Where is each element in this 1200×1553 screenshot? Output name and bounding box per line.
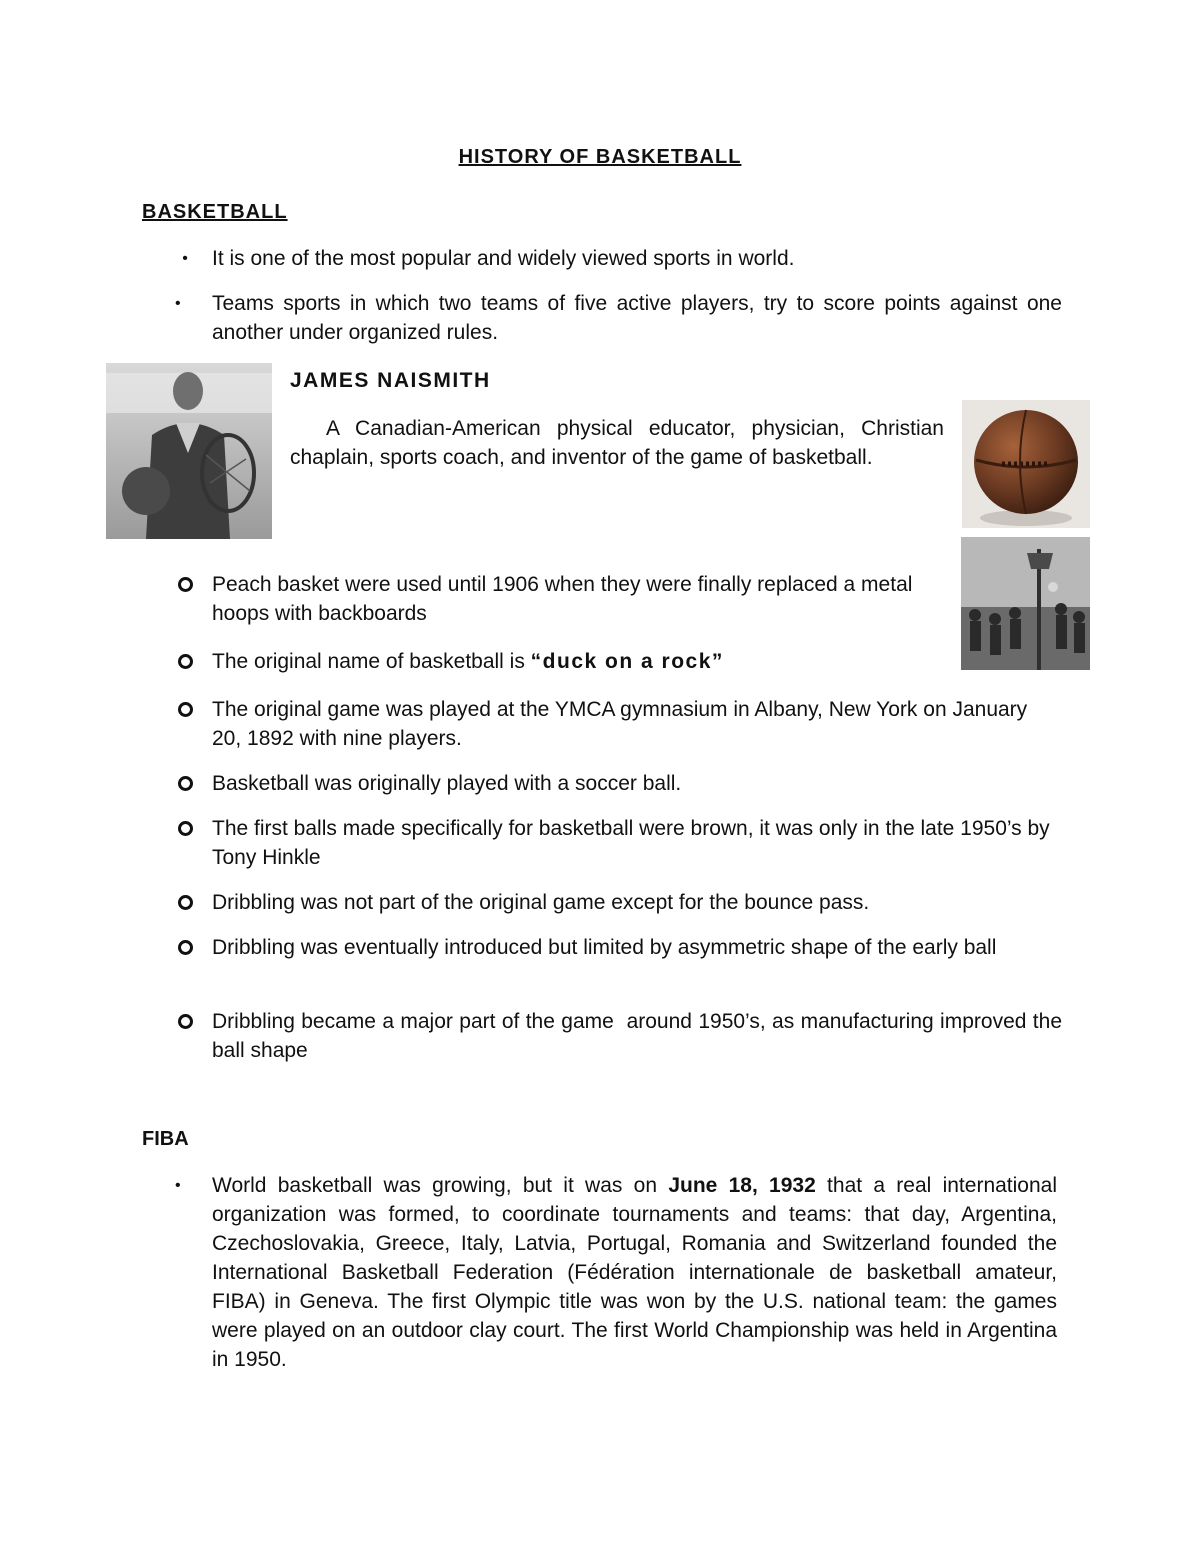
bullet-text: It is one of the most popular and widely viewed sports in world. [212,247,795,270]
hollow-circle-bullet-icon [178,1014,193,1029]
fiba-text-after: that a real international organization was formed, to coordinate tournaments and teams: that day, Argentina, Czechoslovakia, Greece, Italy, Latvia, Portugal, Romania and Switzerland founded the International Basketball Federation (Fédération internationale de basketball amateur, FIBA) in Geneva. The first Olympic title was won by the U.S. national team: the games were played on an outdoor clay court. The first World Championship was held in Argentina in 1950. [212,1174,1058,1371]
hollow-circle-bullet-icon [178,821,193,836]
bullet-text: Teams sports in which two teams of five active players, try to score points against one another under organized rules. [212,292,1062,344]
fact-text: Peach basket were used until 1906 when they were finally replaced a metal hoops with backboards [212,573,913,625]
fact-text: Dribbling was eventually introduced but limited by asymmetric shape of the early ball [212,936,997,959]
hollow-circle-bullet-icon [178,776,193,791]
naismith-heading: JAMES NAISMITH [290,369,491,392]
list-item [175,289,1062,347]
fact-text: Basketball was originally played with a soccer ball. [212,772,682,795]
hollow-circle-bullet-icon [178,654,193,669]
leather-ball-photo [962,400,1090,528]
list-item [212,570,952,628]
fiba-text-before: World basketball was growing, but it was on [212,1174,669,1197]
list-item [212,769,1062,798]
hollow-circle-bullet-icon [178,702,193,717]
fact-emphasis: “duck on a rock” [530,650,724,673]
list-item [182,244,1062,273]
fact-text: Dribbling was not part of the original game except for the bounce pass. [212,891,870,914]
hollow-circle-bullet-icon [178,577,193,592]
fact-text: The original game was played at the YMCA gymnasium in Albany, New York on January 20, 1892 with nine players. [212,698,1028,750]
list-item [212,888,1062,917]
list-item [212,814,1062,872]
fiba-founding-date: June 18, 1932 [668,1174,816,1197]
fiba-paragraph [175,1171,1058,1374]
bullet-dot-icon: • [175,1177,181,1194]
basketball-heading: BASKETBALL [142,201,288,223]
hollow-circle-bullet-icon [178,895,193,910]
naismith-photo [106,363,272,539]
page-title: HISTORY OF BASKETBALL [458,146,742,168]
fact-text: Dribbling became a major part of the game around 1950’s, as manufacturing improved the ball shape [212,1010,1068,1062]
list-item [212,933,1062,962]
bullet-dot-icon: • [182,250,188,267]
bullet-dot-icon: • [175,295,181,312]
list-item [212,647,952,676]
fiba-heading: FIBA [142,1128,189,1150]
list-item [212,1007,1068,1065]
naismith-description: A Canadian-American physical educator, physician, Christian chaplain, sports coach, and inventor of the game of basketball. [290,417,944,469]
hollow-circle-bullet-icon [178,940,193,955]
peach-basket-game-photo [961,537,1090,670]
fact-text: The first balls made specifically for basketball were brown, it was only in the late 1950’s by Tony Hinkle [212,817,1050,869]
fact-text: The original name of basketball is [212,650,531,673]
list-item [212,695,1062,753]
